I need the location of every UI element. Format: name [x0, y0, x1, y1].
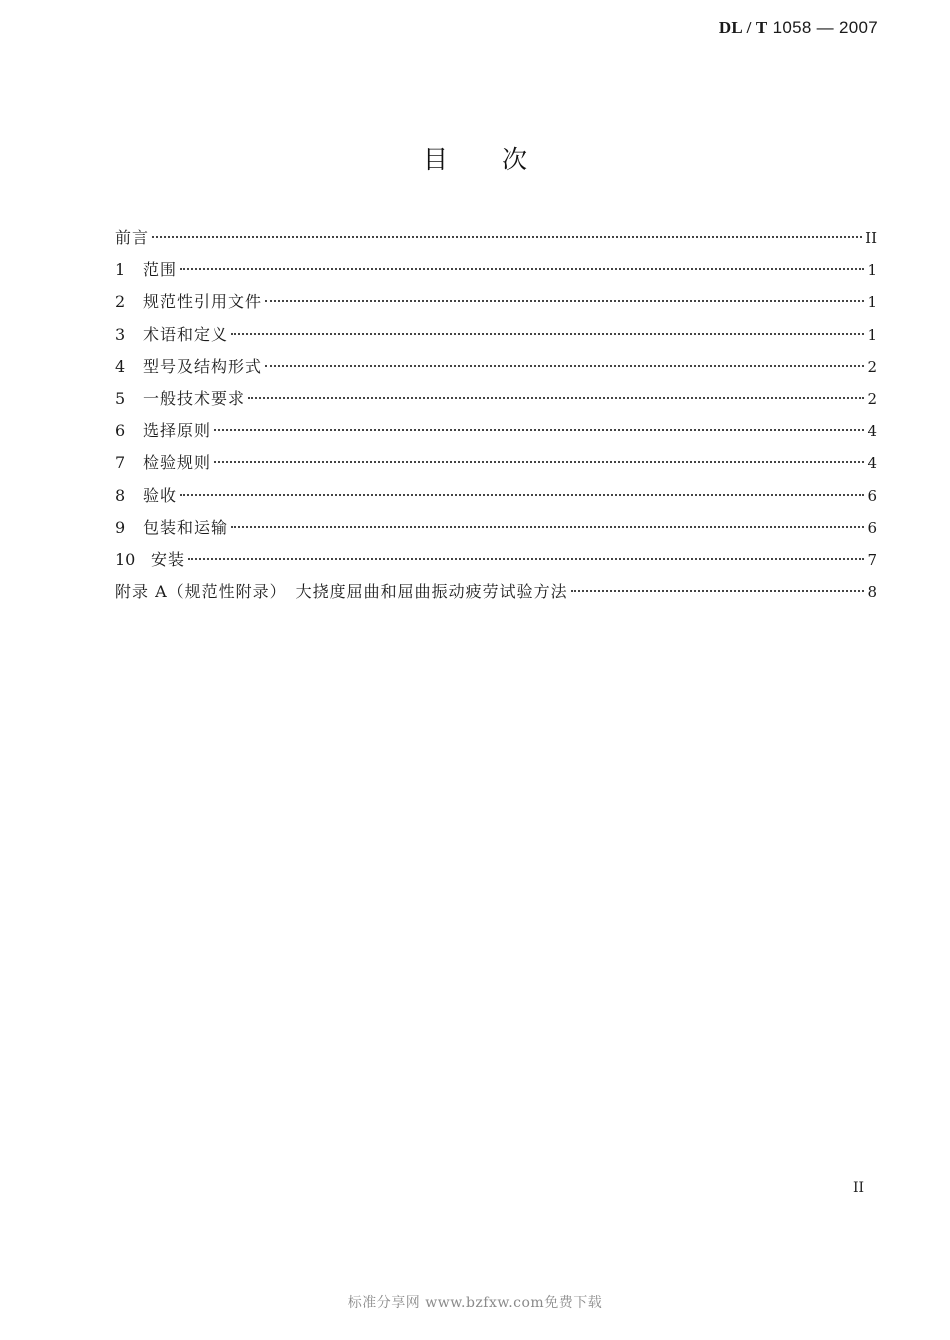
- document-code-prefix: DL / T: [718, 18, 768, 37]
- toc-entry-number: 10: [115, 549, 136, 569]
- footer-watermark: 标准分享网 www.bzfxw.com免费下载: [347, 1295, 603, 1311]
- toc-leader-dots: [188, 558, 864, 560]
- toc-leader-dots: [152, 236, 862, 238]
- toc-entry-selection-principles[interactable]: [115, 418, 877, 450]
- toc-entry-label: 选择原则: [143, 421, 212, 441]
- toc-entry-terms-definitions[interactable]: [115, 322, 877, 354]
- toc-entry-page: 8: [867, 583, 877, 602]
- toc-entry-label: 一般技术要求: [143, 388, 246, 408]
- page-number: II: [852, 1180, 864, 1196]
- toc-entry-packaging-transport[interactable]: [115, 515, 877, 547]
- toc-entry-normative-references[interactable]: [115, 289, 877, 321]
- toc-entry-label: 前言: [115, 228, 150, 247]
- toc-entry-page: 1: [867, 325, 877, 344]
- toc-leader-dots: [180, 494, 864, 496]
- toc-leader-dots: [214, 461, 864, 463]
- toc-entry-page: 2: [867, 357, 877, 376]
- toc-entry-label: 附录 A（规范性附录） 大挠度屈曲和屈曲振动疲劳试验方法: [115, 582, 568, 602]
- toc-entry-label: 安装: [151, 549, 186, 569]
- toc-leader-dots: [231, 333, 864, 335]
- toc-entry-page: 2: [867, 389, 877, 408]
- toc-entry-label: 术语和定义: [143, 324, 229, 344]
- toc-entry-page: 1: [867, 261, 877, 280]
- toc-entry-number: 9: [115, 517, 126, 537]
- toc-entry-number: 2: [115, 292, 126, 312]
- table-of-contents: [115, 225, 877, 611]
- toc-entry-label: 范围: [143, 260, 178, 280]
- toc-entry-number: 1: [115, 260, 126, 280]
- toc-entry-model-structure[interactable]: [115, 354, 877, 386]
- toc-leader-dots: [571, 590, 865, 592]
- toc-entry-number: 8: [115, 485, 126, 505]
- toc-leader-dots: [231, 526, 864, 528]
- toc-entry-page: 4: [867, 422, 877, 441]
- toc-leader-dots: [180, 268, 864, 270]
- toc-entry-installation[interactable]: [115, 547, 877, 579]
- toc-entry-foreword[interactable]: [115, 225, 877, 257]
- toc-entry-number: 6: [115, 421, 126, 441]
- toc-entry-acceptance[interactable]: [115, 483, 877, 515]
- toc-entry-label: 规范性引用文件: [143, 292, 263, 312]
- toc-leader-dots: [265, 365, 864, 367]
- toc-entry-label: 验收: [143, 485, 178, 505]
- toc-entry-number: 7: [115, 453, 126, 473]
- toc-entry-page: 4: [867, 454, 877, 473]
- toc-entry-label: 检验规则: [143, 453, 212, 473]
- toc-entry-page: 7: [867, 550, 877, 569]
- toc-leader-dots: [214, 429, 864, 431]
- toc-entry-number: 3: [115, 324, 126, 344]
- toc-entry-label: 型号及结构形式: [143, 356, 263, 376]
- toc-entry-number: 5: [115, 388, 126, 408]
- document-code: [719, 18, 878, 38]
- toc-entry-page: 6: [867, 518, 877, 537]
- toc-entry-label: 包装和运输: [143, 517, 229, 537]
- toc-entry-number: 4: [115, 356, 126, 376]
- toc-entry-scope[interactable]: [115, 257, 877, 289]
- toc-entry-page: II: [865, 229, 877, 247]
- toc-entry-general-requirements[interactable]: [115, 386, 877, 418]
- document-code-number: 1058 — 2007: [772, 18, 878, 37]
- toc-leader-dots: [248, 397, 864, 399]
- toc-entry-page: 1: [867, 293, 877, 312]
- toc-leader-dots: [265, 300, 864, 302]
- toc-title: 目次: [422, 145, 581, 174]
- toc-entry-inspection-rules[interactable]: [115, 450, 877, 482]
- toc-entry-appendix-a[interactable]: [115, 579, 877, 611]
- toc-entry-page: 6: [867, 486, 877, 505]
